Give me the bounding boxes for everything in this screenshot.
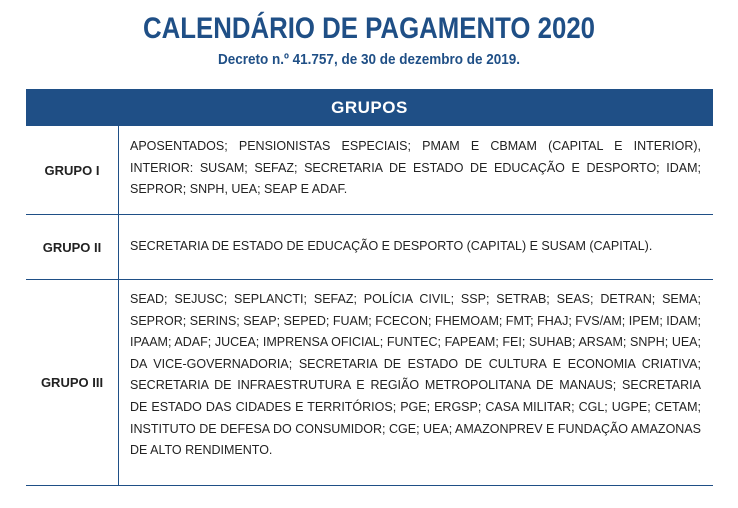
group-content bbox=[119, 215, 713, 279]
group-content-text: SECRETARIA DE ESTADO DE EDUCAÇÃO E DESPORTO (CAPITAL) E SUSAM (CAPITAL). bbox=[130, 239, 653, 254]
group-label: GRUPO II bbox=[26, 215, 119, 279]
table-row bbox=[26, 126, 713, 215]
table-header: GRUPOS bbox=[26, 89, 713, 126]
group-content bbox=[119, 280, 713, 485]
page-title: CALENDÁRIO DE PAGAMENTO 2020 bbox=[142, 12, 596, 45]
page-subtitle: Decreto n.º 41.757, de 30 de dezembro de 2019. bbox=[217, 51, 521, 68]
group-content-text: SEAD; SEJUSC; SEPLANCTI; SEFAZ; POLÍCIA CIVIL; SSP; SETRAB; SEAS; DETRAN; SEMA; SEPROR; SERINS; SEAP; SEPED; FUAM; FCECON; FHEMOAM; FMT; FHAJ; FVS/AM; IPEM; IDAM; IPAAM; ADAF; JUCEA; IMPRENSA OFICIAL; FUNTEC; FAPEAM; FEI; SUHAB; ARSAM; SNPH; UEA; DA VICE-GOVERNADORIA; SECRETARIA DE ESTADO DE CULTURA E ECONOMIA CRIATIVA; SECRETARIA DE INFRAESTRUTURA E REGIÃO METROPOLITANA DE MANAUS; SECRETARIA DE ESTADO DAS CIDADES E TERRITÓRIOS; PGE; ERGSP; CASA MILITAR; CGL; UGPE; CETAM; INSTITUTO DE DEFESA DO CONSUMIDOR; CGE; UEA; AMAZONPREV E FUNDAÇÃO AMAZONAS DE ALTO RENDIMENTO. bbox=[130, 292, 701, 458]
table-row bbox=[26, 215, 713, 280]
groups-table bbox=[26, 89, 713, 486]
group-content bbox=[119, 126, 713, 214]
table-row bbox=[26, 280, 713, 486]
group-label: GRUPO I bbox=[26, 126, 119, 214]
group-label: GRUPO III bbox=[26, 280, 119, 485]
group-content-text: APOSENTADOS; PENSIONISTAS ESPECIAIS; PMAM E CBMAM (CAPITAL E INTERIOR), INTERIOR: SUSAM; SEFAZ; SECRETARIA DE ESTADO DE EDUCAÇÃO E DESPORTO; IDAM; SEPROR; SNPH, UEA; SEAP E ADAF. bbox=[130, 139, 701, 197]
